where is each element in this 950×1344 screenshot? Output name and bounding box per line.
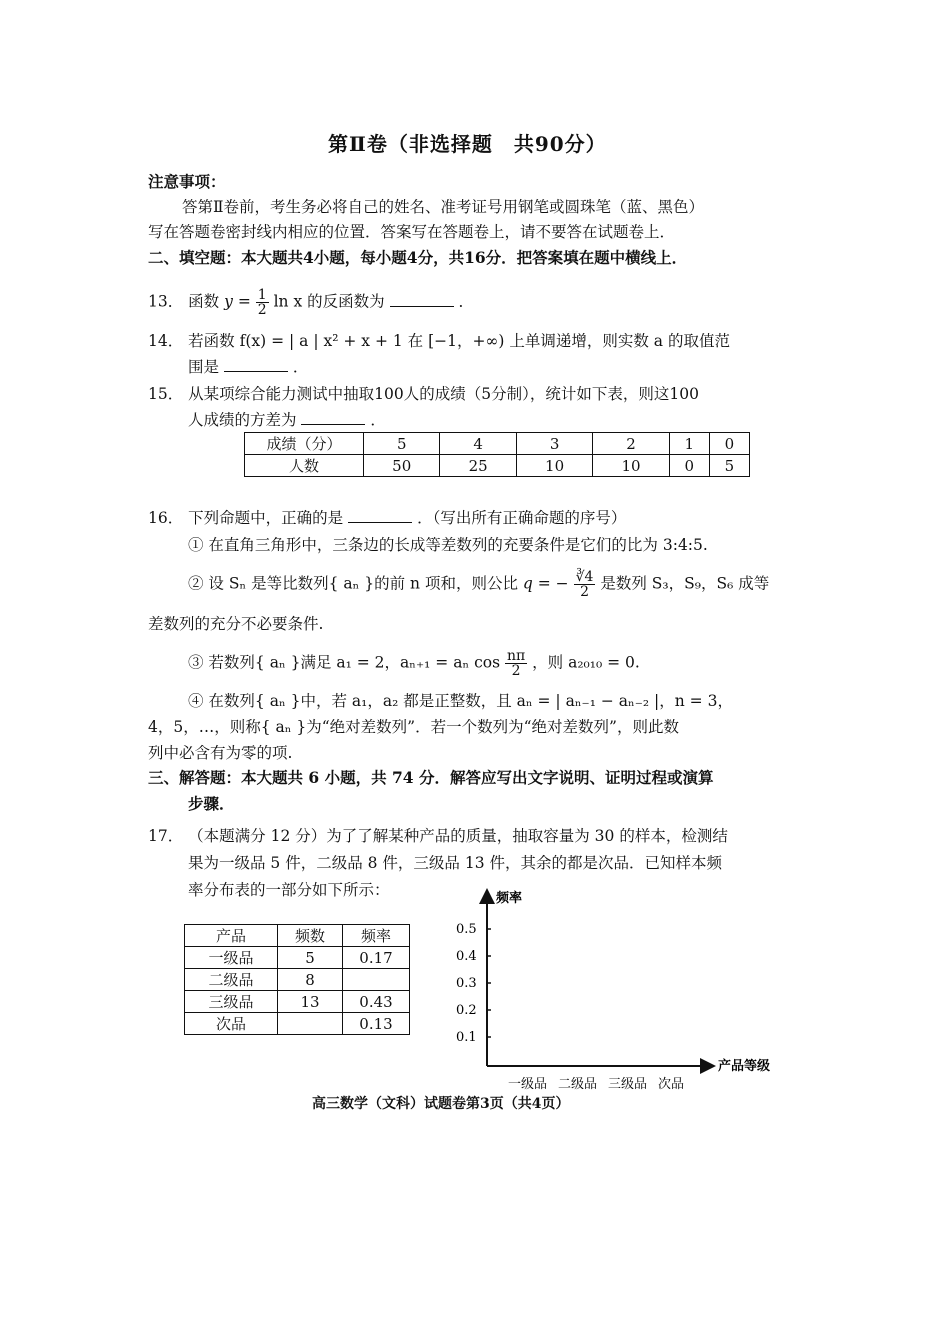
- q16-item-4-line-3: 列中必含有为零的项.: [148, 744, 293, 762]
- section-3-heading-line-2: 步骤．: [188, 794, 235, 813]
- page-title: 第Ⅱ卷（非选择题 共90分）: [328, 132, 607, 156]
- q13-pre: 函数: [188, 292, 220, 311]
- question-number: 16．: [148, 509, 184, 527]
- question-number: 14．: [148, 332, 184, 350]
- table-cell: 25: [440, 455, 516, 477]
- table-cell: 0.17: [343, 947, 410, 969]
- table-cell: 0: [709, 433, 749, 455]
- y-tick-label: 0.2: [456, 1003, 477, 1018]
- table-cell: 频数: [278, 925, 343, 947]
- table-cell: 4: [440, 433, 516, 455]
- frequency-axes: [450, 884, 780, 1094]
- table-cell: 频率: [343, 925, 410, 947]
- question-number: 17．: [148, 827, 184, 845]
- q13-end: ．: [458, 292, 475, 311]
- q15-line-2-pre: 人成绩的方差为: [188, 411, 297, 429]
- q14-line-2-pre: 围是: [188, 358, 220, 376]
- q16-item-4-line-2: 4，5，…，则称{ aₙ }为“绝对差数列”．若一个数列为“绝对差数列”，则此数: [148, 718, 679, 736]
- table-cell: 人数: [245, 455, 364, 477]
- question-15-line-1: [148, 384, 699, 404]
- table-cell: 5: [709, 455, 749, 477]
- q15-line-1: 从某项综合能力测试中抽取100人的成绩（5分制），统计如下表，则这100: [188, 385, 699, 403]
- table-cell: 13: [278, 991, 343, 1013]
- y-tick-label: 0.4: [456, 949, 477, 964]
- question-number: 15．: [148, 385, 184, 403]
- q14-line-2-end: ．: [292, 358, 309, 376]
- y-tick-label: 0.1: [456, 1030, 477, 1045]
- fraction-denominator: 2: [257, 302, 267, 318]
- table-cell: 3: [516, 433, 592, 455]
- table-cell: 10: [593, 455, 669, 477]
- table-row: [185, 991, 410, 1013]
- fraction-denominator: 2: [580, 584, 589, 600]
- table-row: [185, 1013, 410, 1035]
- q16-item-2: [188, 570, 769, 599]
- q14-line-1: 若函数 f(x) = | a | x² + x + 1 在 [−1，+∞) 上单调递增，则实数 a 的取值范: [188, 332, 730, 350]
- answer-blank: [301, 410, 365, 425]
- fraction-denominator: 2: [511, 663, 521, 679]
- table-cell: 产品: [185, 925, 278, 947]
- q16-item-3-pre: ③ 若数列{ aₙ }满足 a₁ = 2，aₙ₊₁ = aₙ cos: [188, 653, 501, 672]
- x-category-label: 三级品: [608, 1077, 648, 1092]
- page-footer: 高三数学（文科）试题卷第3页（共4页）: [312, 1096, 570, 1112]
- notice-line-1: 答第Ⅱ卷前，考生务必将自己的姓名、准考证号用钢笔或圆珠笔（蓝、黑色）: [182, 198, 705, 216]
- y-tick-label: 0.5: [456, 922, 477, 937]
- answer-blank: [390, 292, 454, 307]
- q16-item-2-post: 是数列 S₃，S₉，S₆ 成等: [600, 574, 770, 593]
- table-cell: 0.43: [343, 991, 410, 1013]
- table-cell: 三级品: [185, 991, 278, 1013]
- table-cell: 2: [593, 433, 669, 455]
- section-2-heading: 二、填空题：本大题共4小题，每小题4分，共16分．把答案填在题中横线上．: [148, 248, 688, 267]
- table-row: [185, 925, 410, 947]
- table-row: [185, 969, 410, 991]
- table-cell: 50: [364, 455, 440, 477]
- fraction-numerator: nπ: [507, 648, 526, 664]
- x-category-label: 一级品: [508, 1077, 548, 1092]
- q16-item-3-post: ，则 a₂₀₁₀ = 0.: [532, 653, 640, 672]
- table-row: [185, 947, 410, 969]
- x-axis-label: 产品等级: [718, 1059, 771, 1074]
- fraction-numerator: ∛4: [575, 569, 594, 585]
- q16-line-1-post: ．（写出所有正确命题的序号）: [417, 509, 627, 527]
- question-16-line-1: [148, 508, 626, 528]
- q16-item-4-line-1: ④ 在数列{ aₙ }中，若 a₁，a₂ 都是正整数，且 aₙ = | aₙ₋₁ − aₙ₋₂ |，n = 3，: [188, 692, 733, 710]
- table-cell: 10: [516, 455, 592, 477]
- q13-fraction: [256, 288, 269, 317]
- q16-item-3-fraction: [505, 649, 527, 678]
- table-cell: 0: [669, 455, 709, 477]
- table-cell: 0.13: [343, 1013, 410, 1035]
- question-14-line-2: [188, 357, 308, 377]
- q16-item-2-line-2: 差数列的充分不必要条件.: [148, 615, 324, 633]
- notice-line-2: 写在答题卷密封线内相应的位置．答案写在答题卷上，请不要答在试题卷上．: [148, 223, 676, 241]
- question-17-line-1: [148, 826, 728, 846]
- q15-line-2-end: ．: [370, 411, 386, 429]
- table-cell: 8: [278, 969, 343, 991]
- answer-blank: [348, 508, 412, 523]
- q16-line-1-pre: 下列命题中，正确的是: [188, 509, 344, 527]
- frequency-table: [184, 924, 410, 1035]
- q17-line-1: （本题满分 12 分）为了了解某种产品的质量，抽取容量为 30 的样本，检测结: [188, 827, 728, 845]
- answer-blank: [224, 357, 288, 372]
- q16-item-2-pre: ② 设 Sₙ 是等比数列{ aₙ }的前 n 项和，则公比: [188, 574, 518, 593]
- q13-post: ln x 的反函数为: [273, 292, 385, 311]
- y-ticks: [456, 922, 491, 1045]
- section-3-heading-line-1: 三、解答题：本大题共 6 小题，共 74 分．解答应写出文字说明、证明过程或演算: [148, 768, 714, 787]
- table-cell: 5: [278, 947, 343, 969]
- question-number: 13．: [148, 292, 184, 311]
- x-category-label: 次品: [658, 1077, 685, 1092]
- table-cell: 次品: [185, 1013, 278, 1035]
- question-15-line-2: [188, 410, 386, 430]
- notice-heading: 注意事项：: [148, 172, 226, 191]
- table-row: [245, 455, 750, 477]
- question-13: 13． 函数 y = $\frac{1}{2}$ ln x 的反函数为 ．: [148, 287, 475, 318]
- q16-item-2-fraction: [574, 570, 596, 599]
- table-cell: [278, 1013, 343, 1035]
- table-cell: 一级品: [185, 947, 278, 969]
- q17-line-2: 果为一级品 5 件，二级品 8 件，三级品 13 件，其余的都是次品．已知样本频: [188, 854, 723, 872]
- x-categories: [508, 1076, 684, 1092]
- table-cell: 成绩（分）: [245, 433, 364, 455]
- fraction-numerator: 1: [257, 287, 267, 303]
- table-row: [245, 433, 750, 455]
- y-tick-label: 0.3: [456, 976, 477, 991]
- table-cell: 1: [669, 433, 709, 455]
- y-axis-label: 频率: [496, 891, 523, 906]
- q16-item-3: [188, 649, 640, 678]
- q17-line-3: 率分布表的一部分如下所示：: [188, 881, 390, 899]
- table-cell: [343, 969, 410, 991]
- x-category-label: 二级品: [558, 1077, 598, 1092]
- q16-item-2-q: q = −: [522, 574, 569, 593]
- score-table: [244, 432, 750, 477]
- table-cell: 二级品: [185, 969, 278, 991]
- q16-item-1: ① 在直角三角形中，三条边的长成等差数列的充要条件是它们的比为 3:4:5.: [188, 536, 708, 554]
- table-cell: 5: [364, 433, 440, 455]
- question-14-line-1: [148, 331, 730, 351]
